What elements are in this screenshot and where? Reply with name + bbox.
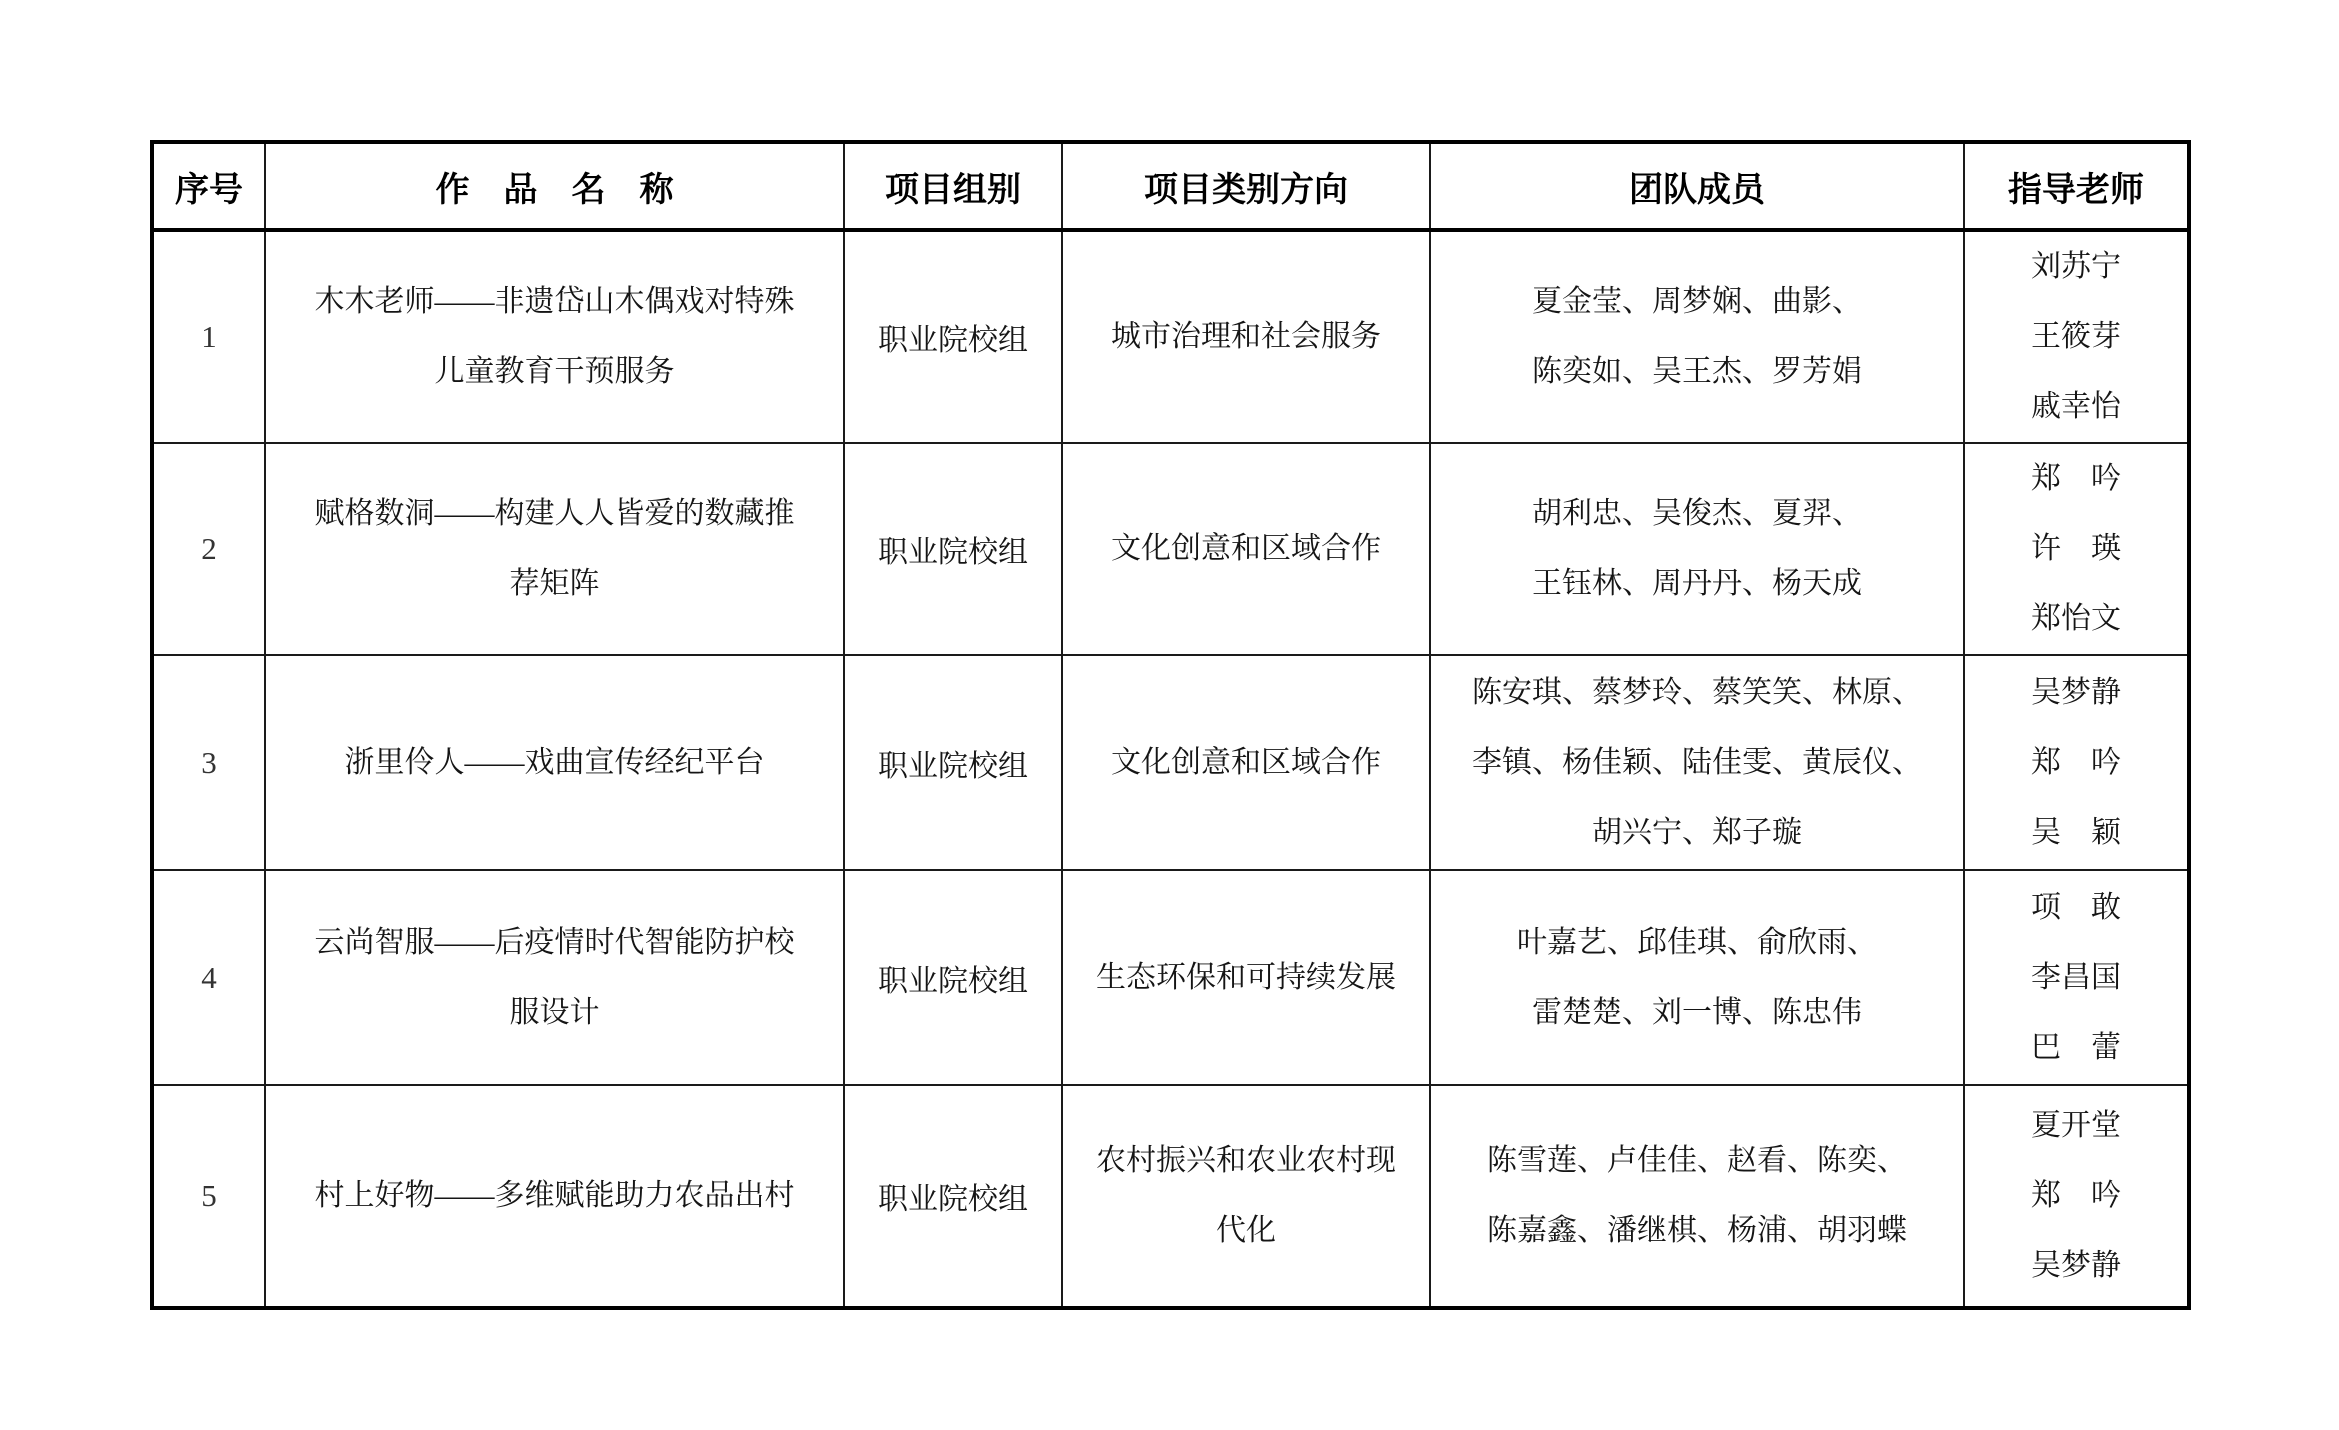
serial-number-cell: 5 — [152, 1085, 265, 1308]
work-title-cell — [265, 870, 844, 1085]
header-project-category: 项目类别方向 — [1062, 142, 1430, 230]
text-line: 戚幸怡 — [2031, 390, 2121, 423]
text-line: 吴梦静 — [2031, 675, 2121, 709]
serial-number-cell: 2 — [152, 443, 265, 655]
table-row — [152, 230, 2189, 443]
text-line: 文化创意和区域合作 — [1111, 532, 1381, 565]
text-line: 木木老师——非遗岱山木偶戏对特殊 — [314, 285, 795, 318]
team-members-cell — [1430, 655, 1964, 870]
table-row — [152, 655, 2189, 870]
text-line: 王钰林、周丹丹、杨天成 — [1532, 567, 1862, 600]
text-line: 巴 蕾 — [2031, 1030, 2121, 1064]
work-title-cell — [265, 443, 844, 655]
header-team-members: 团队成员 — [1430, 142, 1964, 230]
project-award-table — [150, 140, 2191, 1310]
text-line: 王筱芽 — [2031, 320, 2121, 353]
project-group-cell: 职业院校组 — [844, 443, 1062, 655]
text-line: 郑怡文 — [2031, 602, 2121, 635]
text-line: 陈安琪、蔡梦玲、蔡笑笑、林原、 — [1472, 675, 1922, 709]
work-title-cell — [265, 655, 844, 870]
project-category-cell — [1062, 870, 1430, 1085]
serial-number-cell: 4 — [152, 870, 265, 1085]
project-group-cell: 职业院校组 — [844, 655, 1062, 870]
text-line: 云尚智服——后疫情时代智能防护校 — [314, 925, 795, 959]
text-line: 农村振兴和农业农村现 — [1096, 1144, 1396, 1177]
advisors-cell — [1964, 870, 2189, 1085]
project-category-cell — [1062, 1085, 1430, 1308]
project-category-cell — [1062, 655, 1430, 870]
project-category-cell — [1062, 443, 1430, 655]
work-title-cell — [265, 230, 844, 443]
text-line: 项 敢 — [2031, 890, 2121, 924]
text-line: 生态环保和可持续发展 — [1096, 960, 1396, 994]
text-line: 城市治理和社会服务 — [1111, 320, 1381, 353]
text-line: 荐矩阵 — [509, 567, 600, 600]
text-line: 叶嘉艺、邱佳琪、俞欣雨、 — [1517, 925, 1877, 959]
project-group-cell: 职业院校组 — [844, 230, 1062, 443]
text-line: 浙里伶人——戏曲宣传经纪平台 — [344, 745, 765, 779]
text-line: 刘苏宁 — [2031, 250, 2121, 283]
text-line: 李昌国 — [2031, 960, 2121, 994]
work-title-cell — [265, 1085, 844, 1308]
header-work-title: 作 品 名 称 — [265, 142, 844, 230]
project-group-cell: 职业院校组 — [844, 870, 1062, 1085]
table-row — [152, 1085, 2189, 1308]
text-line: 儿童教育干预服务 — [434, 355, 675, 388]
advisors-cell — [1964, 230, 2189, 443]
text-line: 郑 吟 — [2031, 745, 2121, 779]
text-line: 雷楚楚、刘一博、陈忠伟 — [1532, 995, 1862, 1029]
text-line: 村上好物——多维赋能助力农品出村 — [314, 1179, 795, 1212]
text-line: 许 瑛 — [2031, 532, 2121, 565]
header-advisors: 指导老师 — [1964, 142, 2189, 230]
text-line: 赋格数洞——构建人人皆爱的数藏推 — [314, 497, 795, 530]
text-line: 夏开堂 — [2031, 1109, 2121, 1142]
team-members-cell — [1430, 443, 1964, 655]
header-row — [152, 142, 2189, 230]
team-members-cell — [1430, 230, 1964, 443]
text-line: 代化 — [1216, 1214, 1276, 1247]
text-line: 郑 吟 — [2031, 1179, 2121, 1212]
text-line: 陈雪莲、卢佳佳、赵看、陈奕、 — [1487, 1144, 1907, 1177]
team-members-cell — [1430, 1085, 1964, 1308]
text-line: 胡兴宁、郑子璇 — [1592, 815, 1802, 849]
text-line: 吴 颖 — [2031, 815, 2121, 849]
advisors-cell — [1964, 655, 2189, 870]
serial-number-cell: 1 — [152, 230, 265, 443]
project-category-cell — [1062, 230, 1430, 443]
advisors-cell — [1964, 443, 2189, 655]
table-row — [152, 443, 2189, 655]
text-line: 吴梦静 — [2031, 1249, 2121, 1282]
text-line: 文化创意和区域合作 — [1111, 745, 1381, 779]
header-project-group: 项目组别 — [844, 142, 1062, 230]
text-line: 陈奕如、吴王杰、罗芳娟 — [1532, 355, 1862, 388]
text-line: 服设计 — [509, 995, 600, 1029]
text-line: 夏金莹、周梦娴、曲影、 — [1532, 285, 1862, 318]
text-line: 陈嘉鑫、潘继棋、杨浦、胡羽蝶 — [1487, 1214, 1907, 1247]
serial-number-cell: 3 — [152, 655, 265, 870]
table-row — [152, 870, 2189, 1085]
header-serial-number: 序号 — [152, 142, 265, 230]
project-group-cell: 职业院校组 — [844, 1085, 1062, 1308]
text-line: 李镇、杨佳颖、陆佳雯、黄辰仪、 — [1472, 745, 1922, 779]
text-line: 胡利忠、吴俊杰、夏羿、 — [1532, 497, 1862, 530]
team-members-cell — [1430, 870, 1964, 1085]
advisors-cell — [1964, 1085, 2189, 1308]
text-line: 郑 吟 — [2031, 462, 2121, 495]
